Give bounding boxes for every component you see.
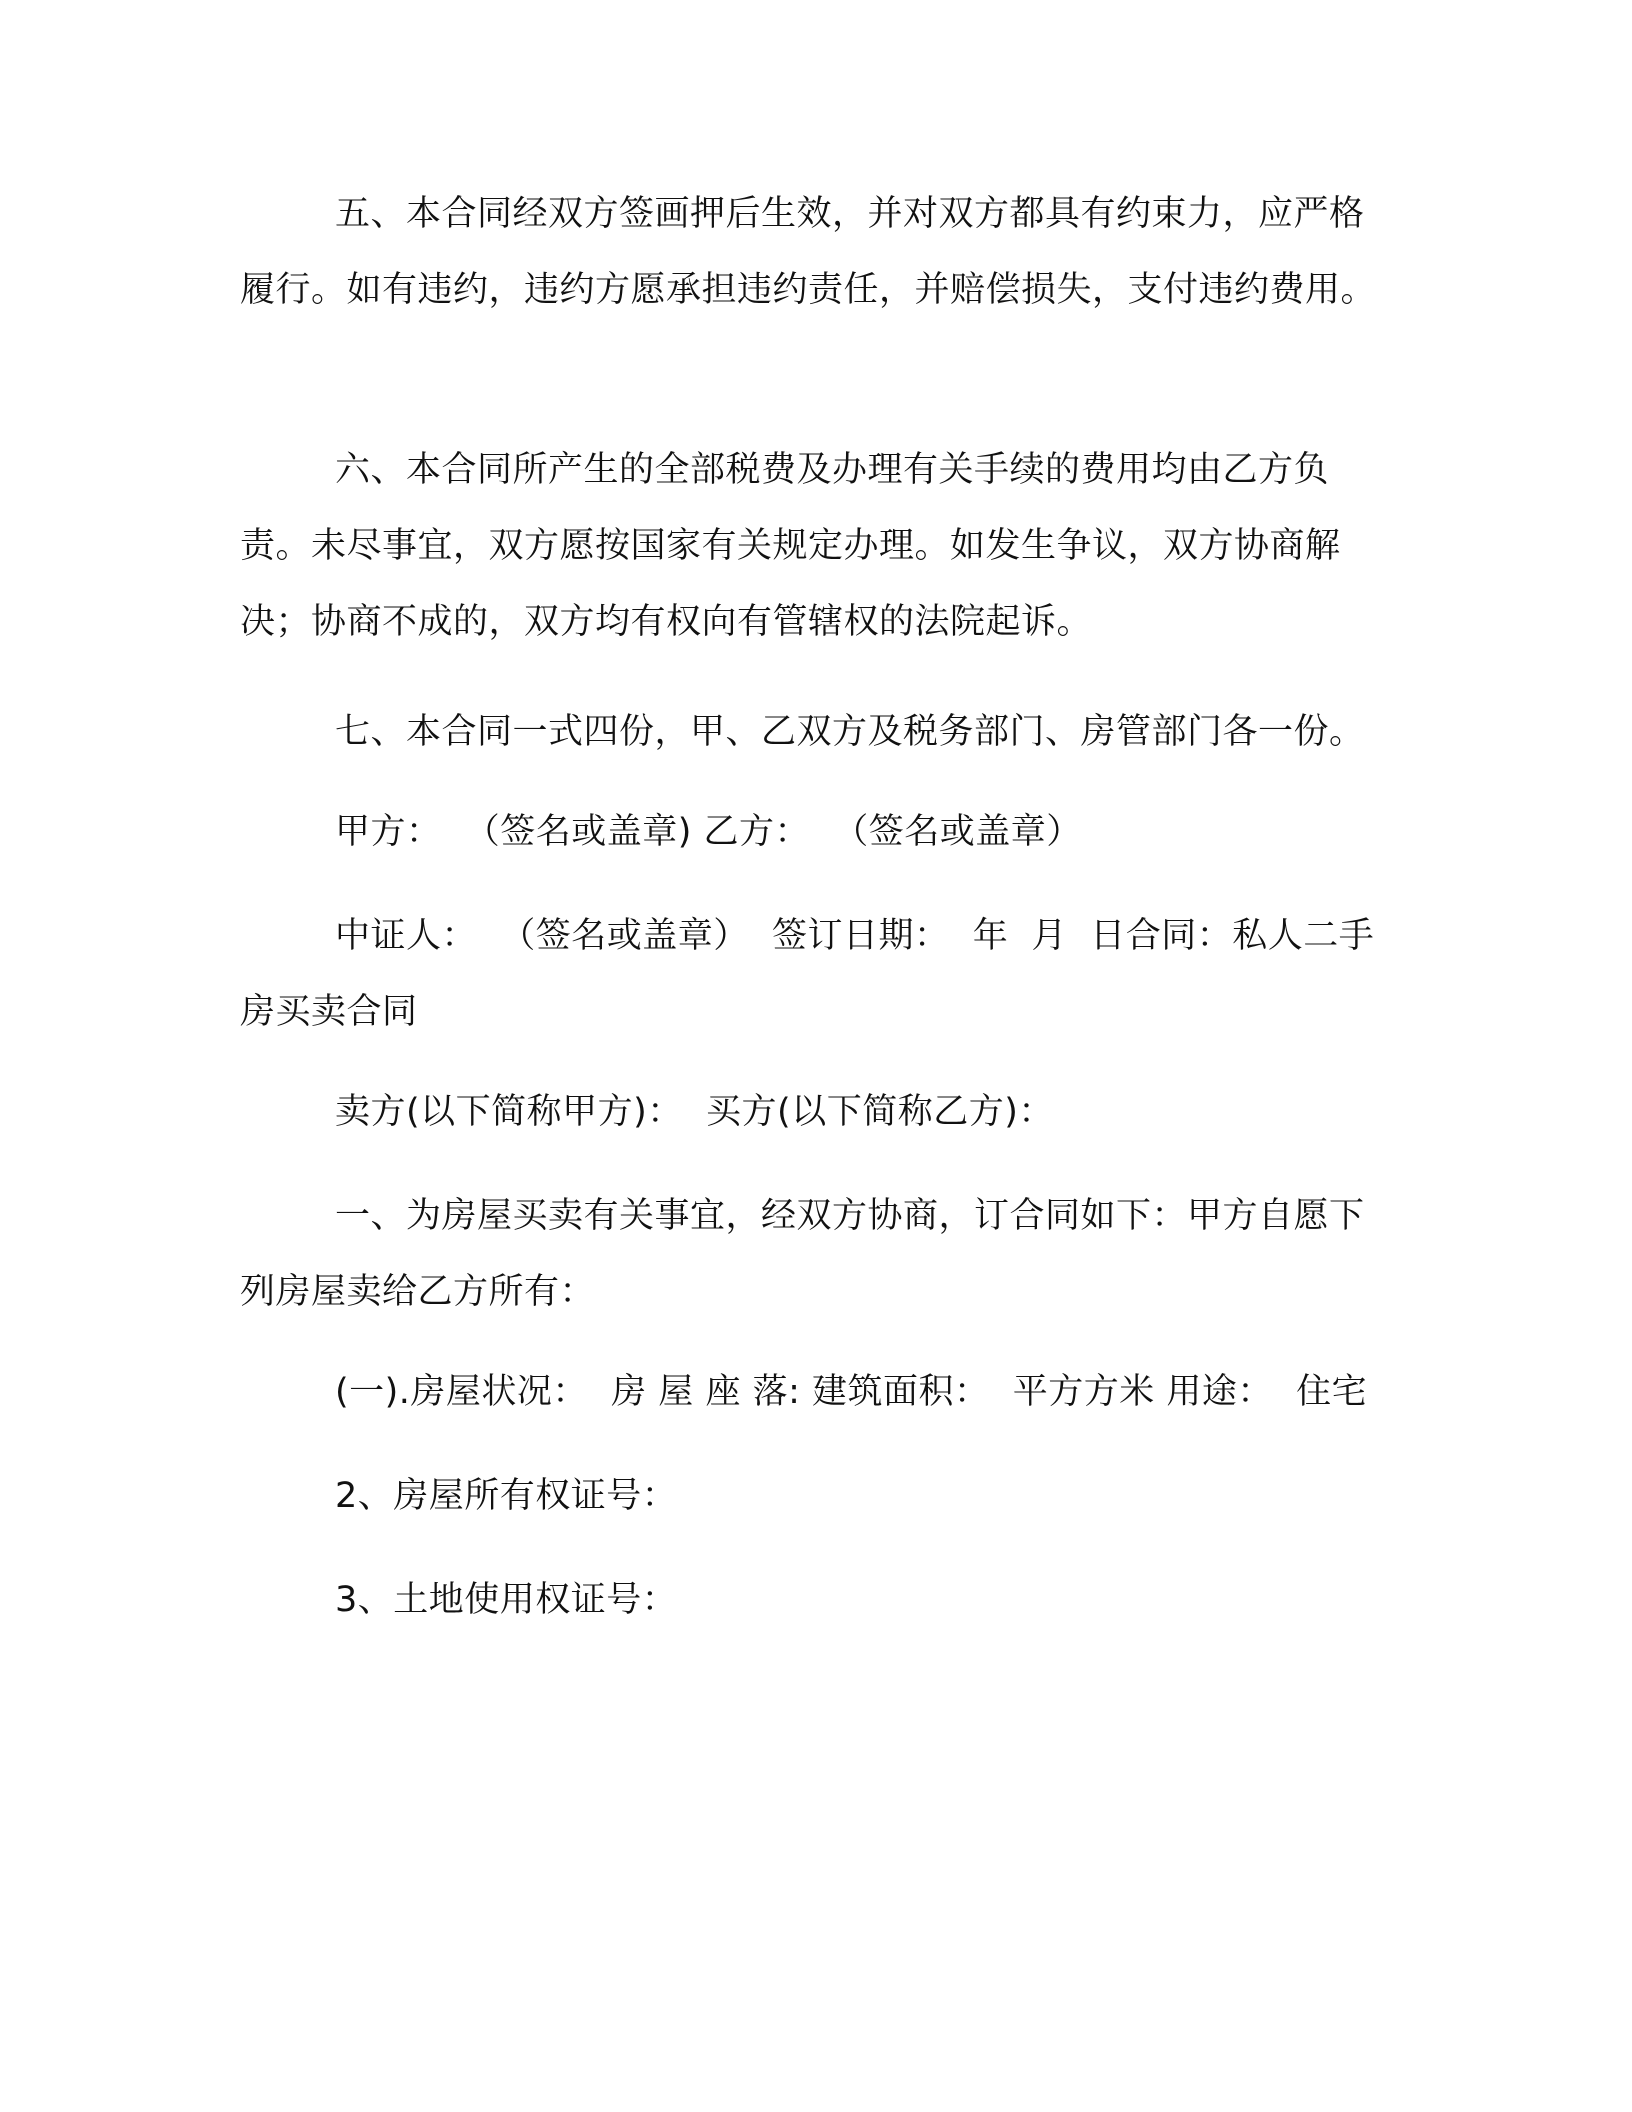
- clause-five-paragraph: 五、本合同经双方签画押后生效，并对双方都具有约束力，应严格履行。如有违约，违约方愿承担违约责任，并赔偿损失，支付违约费用。: [240, 194, 1377, 310]
- witness-date-line: 中证人： （签名或盖章） 签订日期： 年 月 日合同：私人二手房买卖合同: [240, 916, 1375, 1032]
- clause-one-paragraph: 一、为房屋买卖有关事宜，经双方协商，订合同如下：甲方自愿下列房屋卖给乙方所有：: [240, 1196, 1365, 1312]
- clause-seven-paragraph: 七、本合同一式四份，甲、乙双方及税务部门、房管部门各一份。: [335, 712, 1365, 752]
- seller-buyer-line: 卖方(以下简称甲方)： 买方(以下简称乙方)：: [335, 1092, 1054, 1132]
- party-signature-line: 甲方： （签名或盖章) 乙方： （签名或盖章）: [335, 812, 1082, 852]
- clause-six-paragraph: 六、本合同所产生的全部税费及办理有关手续的费用均由乙方负责。未尽事宜，双方愿按国家有关规定办理。如发生争议，双方协商解决；协商不成的，双方均有权向有管辖权的法院起诉。: [240, 450, 1341, 642]
- property-status-line: (一).房屋状况： 房 屋 座 落: 建筑面积： 平方方米 用途： 住宅: [335, 1372, 1368, 1412]
- land-use-certificate-line: 3、土地使用权证号：: [335, 1580, 678, 1620]
- ownership-certificate-line: 2、房屋所有权证号：: [335, 1476, 678, 1516]
